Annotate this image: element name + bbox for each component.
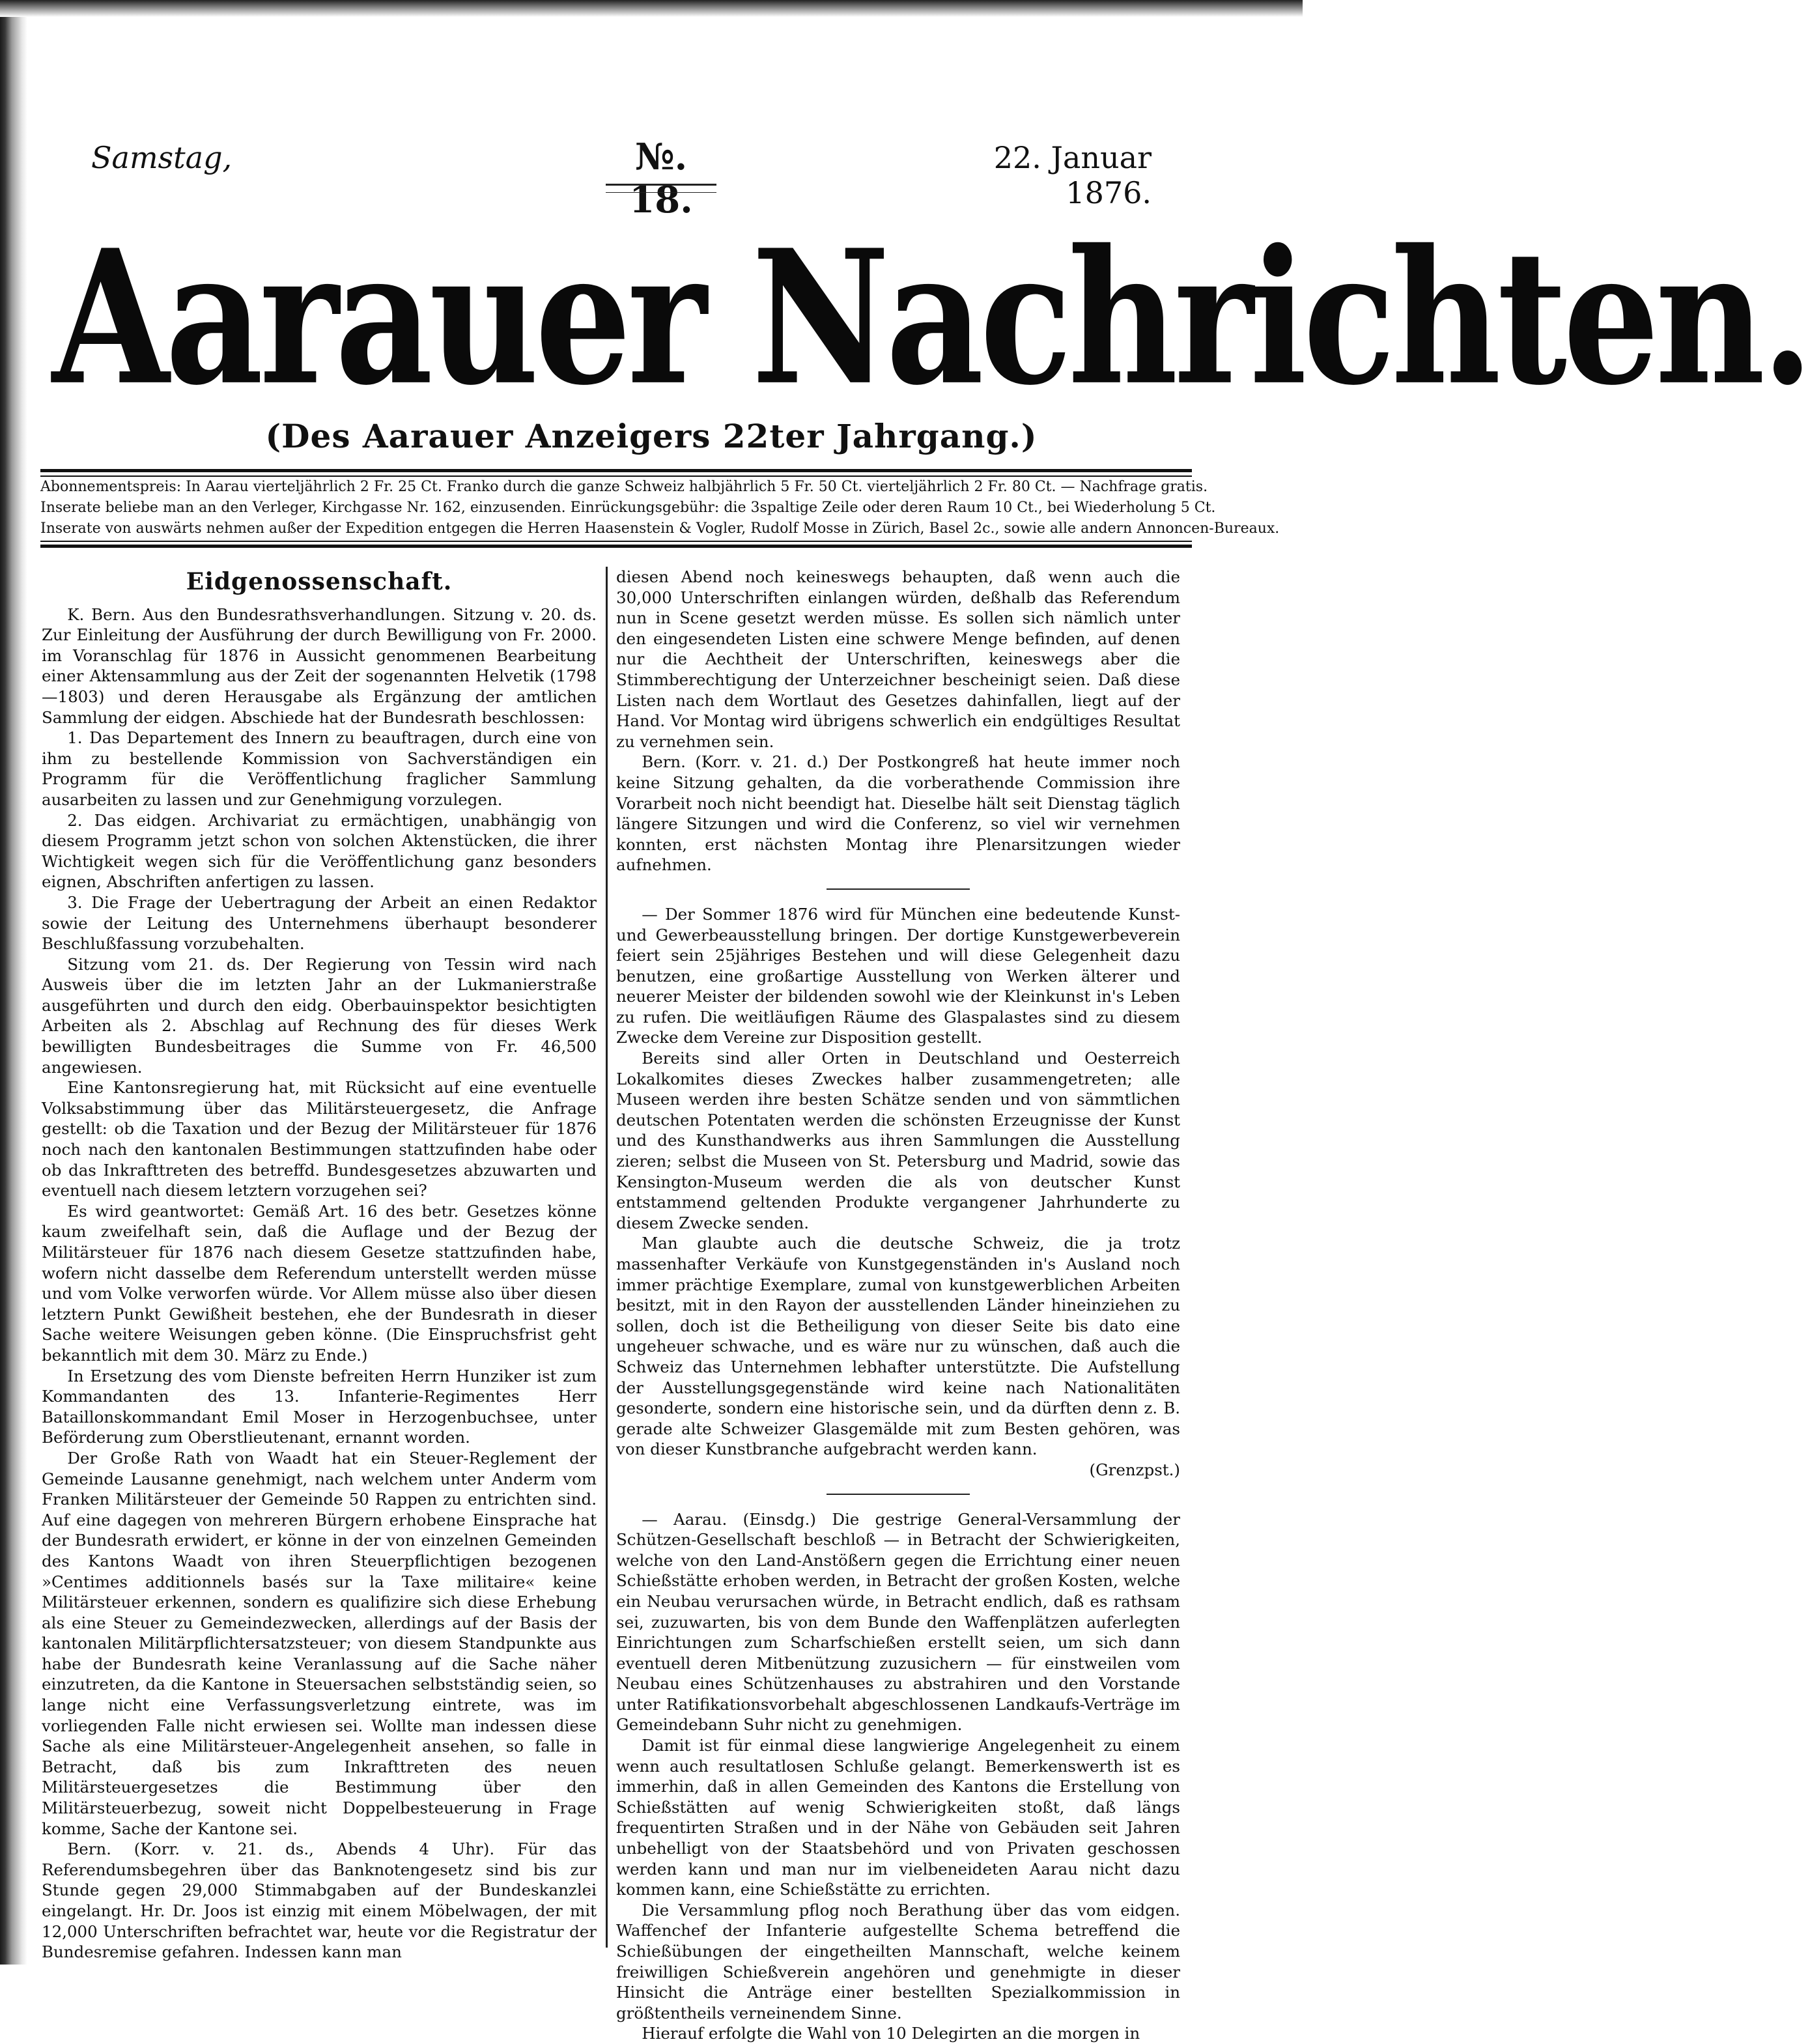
article-separator bbox=[827, 1494, 970, 1495]
page-top-edge bbox=[0, 0, 1303, 17]
binding-edge bbox=[0, 0, 27, 1965]
agency-notice: Inserate von auswärts nehmen außer der Expedition entgegen die Herren Haasenstein & Vogler, Rudolf Mosse in Zürich, Basel 2c., sowie alle andern Annoncen-Bureaux. bbox=[40, 520, 1280, 537]
issue-number: №. 18. bbox=[629, 135, 693, 221]
left-column bbox=[42, 567, 597, 1962]
article-paragraph: K. Bern. Aus den Bundesrathsverhandlungen. Sitzung v. 20. ds. Zur Einleitung der Ausführung der durch Bewilligung von Fr. 2000. im Voranschlag für 1876 in Aussicht genommenen Bearbeitung einer Aktensammlung aus der Zeit der sogenannten Helvetik (1798—1803) und deren Herausgabe als Ergänzung der amtlichen Sammlung der eidgen. Abschiede hat der Bundesrath beschlossen: bbox=[42, 604, 597, 727]
number-ornament bbox=[606, 184, 716, 193]
article-paragraph: Die Versammlung pflog noch Berathung über das vom eidgen. Waffenchef der Infanterie aufgestellte Schema betreffend die Schießübungen der eingetheilten Mannschaft, welche keinem freiwilligen Schießverein angehören und genehmigte in dieser Hinsicht die Anträge einer bestellten Spezialkommission in größtentheils verneinendem Sinne. bbox=[616, 1900, 1180, 2023]
column-divider bbox=[606, 567, 608, 1948]
article-paragraph: Hierauf erfolgte die Wahl von 10 Delegirten an die morgen in bbox=[642, 2024, 1140, 2043]
article-paragraph: In Ersetzung des vom Dienste befreiten Herrn Hunziker ist zum Kommandanten des 13. Infanterie-Regimentes Herr Bataillonskommandant Emil Moser in Herzogenbuchsee, unter Beförderung zum Oberstlieutenant, ernannt worden. bbox=[42, 1366, 597, 1447]
subscription-notice: Abonnementspreis: In Aarau vierteljährlich 2 Fr. 25 Ct. Franko durch die ganze Schweiz halbjährlich 5 Fr. 50 Ct. vierteljährlich 2 Fr. 80 Ct. — Nachfrage gratis. bbox=[40, 479, 1208, 495]
article-paragraph: Eine Kantonsregierung hat, mit Rücksicht auf eine eventuelle Volksabstimmung über das Militärsteuergesetz, die Anfrage gestellt: ob die Taxation und der Bezug der Militärsteuer für 1876 noch nach den kantonalen Bestimmungen stattzufinden habe oder ob das Inkrafttreten des betreffd. Bundesgesetzes abzuwarten und eventuell nach diesem letztern vorzugehen sei? bbox=[42, 1078, 597, 1200]
article-paragraph: Man glaubte auch die deutsche Schweiz, die ja trotz massenhafter Verkäufe von Kunstgegenständen in's Ausland noch immer prächtige Exemplare, zumal von kunstgewerblichen Arbeiten besitzt, mit in den Rayon der ausstellenden Länder hineinziehen zu sollen, doch ist die Betheiligung von dieser Seite bis dato eine ungeheuer schwache, und es wäre nur zu wünschen, daß auch die Schweiz das Unternehmen lebhafter unterstützte. Die Aufstellung der Ausstellungsgegenstände wird keine nach Nationalitäten gesonderte, sondern eine historische sein, und da dürften denn z. B. gerade alte Schweizer Glasgemälde mit zum Besten gehören, was von dieser Kunstbranche aufgebracht werden kann. bbox=[616, 1234, 1180, 1459]
masthead-subtitle: (Des Aarauer Anzeigers 22ter Jahrgang.) bbox=[265, 417, 1038, 455]
article-source: (Grenzpst.) bbox=[1089, 1460, 1180, 1479]
article-paragraph: Damit ist für einmal diese langwierige Angelegenheit zu einem wenn auch resultatlosen Schluße gelangt. Bemerkenswerth ist es immerhin, daß in allen Gemeinden des Kantons die Erstellung von Schießstätten auf wenig Schwierigkeiten stoßt, daß längs frequentirten Straßen und in der Nähe von Gebäuden seit Jahren unbehelligt von der Staatsbehörd und von Privaten geschossen werden kann und man nur im vielbeneideten Aarau nicht dazu kommen kann, eine Schießstätte zu errichten. bbox=[616, 1736, 1180, 1899]
right-column bbox=[616, 567, 1180, 2043]
notice-rule-bottom bbox=[40, 545, 1192, 548]
issue-day: Samstag, bbox=[91, 140, 233, 175]
insertion-notice: Inserate beliebe man an den Verleger, Kirchgasse Nr. 162, einzusenden. Einrückungsgebühr: die 3spaltige Zeile oder deren Raum 10 Ct., bei Wiederholung 5 Ct. bbox=[40, 500, 1216, 516]
masthead-title: Aarauer Nachrichten. bbox=[52, 208, 1810, 426]
section-heading: Eidgenossenschaft. bbox=[186, 568, 453, 595]
article-paragraph: Der Große Rath von Waadt hat ein Steuer-Reglement der Gemeinde Lausanne genehmigt, nach welchem unter Anderm vom Franken Militärsteuer der Gemeinde 50 Rappen zu entrichten sind. Auf eine dagegen von mehreren Bürgern erhobene Einsprache hat der Bundesrath erwidert, er könne in der von einzelnen Gemeinden des Kantons Waadt von ihren Steuerpflichtigen bezogenen »Centimes additionnels basés sur la Taxe militaire« keine Militärsteuer erkennen, sondern es qualifizire sich diese Erhebung als eine Steuer zu Gemeindezwecken, allerdings auf der Basis der kantonalen Militärpflichtersatzsteuer; von diesem Standpunkte aus habe der Bundesrath keine Veranlassung auf die Sache näher einzutreten, da die Kantone in Steuersachen selbstständig seien, so lange nicht eine Verfassungsverletzung eintrete, was im vorliegenden Falle nicht erwiesen sei. Wollte man indessen diese Sache als eine Militärsteuer-Angelegenheit ansehen, so falle in Betracht, daß bis zum Inkrafttreten des neuen Militärsteuergesetzes die Bestimmung über den Militärsteuerbezug, soweit nicht Doppelbesteuerung in Frage komme, Sache der Kantone sei. bbox=[42, 1448, 597, 1838]
article-paragraph: Sitzung vom 21. ds. Der Regierung von Tessin wird nach Ausweis über die im letzten Jahr an der Lukmanierstraße ausgeführten und durch den eidg. Oberbauinspektor besichtigten Arbeiten als 2. Abschlag auf Rechnung des für dieses Werk bewilligten Bundesbeitrages die Summe von Fr. 46,500 angewiesen. bbox=[42, 954, 597, 1077]
article-separator bbox=[827, 888, 970, 890]
notice-rule-top bbox=[40, 469, 1192, 472]
article-paragraph: — Der Sommer 1876 wird für München eine bedeutende Kunst- und Gewerbeausstellung bringen. Der dortige Kunstgewerbeverein feiert sein 25jähriges Bestehen und will diese Gelegenheit dazu benutzen, eine großartige Ausstellung von Werken älterer und neuerer Meister der bildenden sowohl wie der Kleinkunst in's Leben zu rufen. Die weitläufigen Räume des Glaspalastes sind zu diesem Zwecke dem Vereine zur Disposition gestellt. bbox=[616, 904, 1180, 1047]
issue-date: 22. Januar 1876. bbox=[993, 140, 1152, 210]
article-paragraph: Bern. (Korr. v. 21. ds., Abends 4 Uhr). Für das Referendumsbegehren über das Banknotengesetz sind bis zur Stunde gegen 29,000 Stimmabgaben auf der Bundeskanzlei eingelangt. Hr. Dr. Joos ist einzig mit einem Möbelwagen, der mit 12,000 Unterschriften befrachtet war, heute vor die Registratur der Bundesremise gefahren. Indessen kann man bbox=[42, 1839, 597, 1962]
article-paragraph: — Aarau. (Einsdg.) Die gestrige General-Versammlung der Schützen-Gesellschaft beschloß — in Betracht der Schwierigkeiten, welche von den Land-Anstößern gegen die Errichtung einer neuen Schießstätte erhoben werden, in Betracht der großen Kosten, welche ein Neubau verursachen würde, in Betracht endlich, daß es rathsam sei, zuzuwarten, bis von dem Bunde den Waffenplätzen auferlegten Einrichtungen zum Scharfschießen erstellt seien, um sich dann eventuell deren Mitbenützung zuzusichern — für einstweilen vom Neubau eines Schützenhauses zu abstrahiren und den Vorstande unter Ratifikationsvorbehalt abgeschlossenen Landkaufs-Verträge im Gemeindebann Suhr nicht zu genehmigen. bbox=[616, 1509, 1180, 1735]
article-paragraph: Bereits sind aller Orten in Deutschland und Oesterreich Lokalkomites dieses Zweckes halber zusammengetreten; alle Museen werden ihre besten Schätze senden und von sämmtlichen deutschen Potentaten werden die schönsten Erzeugnisse der Kunst und des Kunsthandwerks aus ihren Sammlungen die Ausstellung zieren; selbst die Museen von St. Petersburg und Madrid, sowie das Kensington-Museum werden die als von deutscher Kunst entstammend geltenden Produkte vergangener Jahrhunderte zu diesem Zwecke senden. bbox=[616, 1049, 1180, 1232]
notice-rule-top-thin bbox=[40, 476, 1192, 477]
article-paragraph: diesen Abend noch keineswegs behaupten, daß wenn auch die 30,000 Unterschriften einlangen würden, deßhalb das Referendum nun in Scene gesetzt werden müsse. Es sollen sich nämlich unter den eingesendeten Listen eine schwere Menge befinden, auf denen nur die Aechtheit der Unterschriften, keineswegs aber die Stimmberechtigung der Unterzeichner bescheinigt seien. Daß diese Listen nach dem Wortlaut des Gesetzes dahinfallen, liegt auf der Hand. Vor Montag wird übrigens schwerlich ein endgültiges Resultat zu vernehmen sein. bbox=[616, 567, 1180, 751]
article-paragraph: 3. Die Frage der Uebertragung der Arbeit an einen Redaktor sowie der Leitung des Unternehmens überhaupt besonderer Beschlußfassung vorzubehalten. bbox=[42, 892, 597, 954]
notice-rule-bottom-thin bbox=[40, 541, 1192, 542]
article-paragraph: Es wird geantwortet: Gemäß Art. 16 des betr. Gesetzes könne kaum zweifelhaft sein, daß die Auflage und der Bezug der Militärsteuer für 1876 nach diesem Gesetze stattzufinden habe, wofern nicht dasselbe dem Referendum unterstellt werden müsse und vom Volke verworfen würde. Vor Allem müsse also über diesen letztern Punkt Gewißheit bestehen, ehe der Bundesrath in dieser Sache weitere Weisungen geben könne. (Die Einspruchsfrist geht bekanntlich mit dem 30. März zu Ende.) bbox=[42, 1201, 597, 1365]
article-paragraph: 2. Das eidgen. Archivariat zu ermächtigen, unabhängig von diesem Programm jetzt schon von solchen Aktenstücken, die ihrer Wichtigkeit wegen sich für die Veröffentlichung ganz besonders eignen, Abschriften anfertigen zu lassen. bbox=[42, 810, 597, 892]
article-paragraph: Bern. (Korr. v. 21. d.) Der Postkongreß hat heute immer noch keine Sitzung gehalten, da die vorberathende Commission ihre Vorarbeit noch nicht beendigt hat. Dieselbe hält seit Dienstag täglich längere Sitzungen und wird die Conferenz, so viel wir vernehmen konnten, erst nächsten Montag ihre Plenarsitzungen wieder aufnehmen. bbox=[616, 752, 1180, 875]
article-paragraph: 1. Das Departement des Innern zu beauftragen, durch eine von ihm zu bestellende Kommission von Sachverständigen ein Programm für die Veröffentlichung fraglicher Sammlung ausarbeiten zu lassen und zur Genehmigung vorzulegen. bbox=[42, 728, 597, 809]
